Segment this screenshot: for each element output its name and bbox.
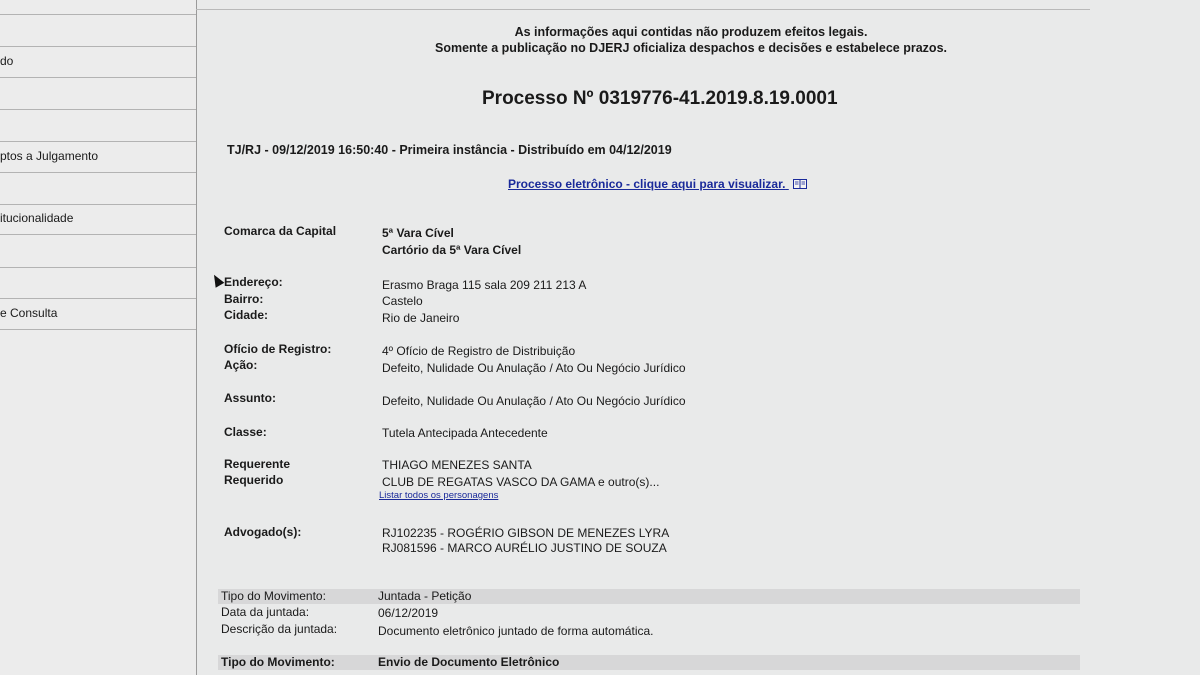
process-header: TJ/RJ - 09/12/2019 16:50:40 - Primeira instância - Distribuído em 04/12/2019 <box>227 143 672 157</box>
oficio-value: 4º Ofício de Registro de Distribuição <box>382 344 576 358</box>
acao-value: Defeito, Nulidade Ou Anulação / Ato Ou Negócio Jurídico <box>382 361 686 375</box>
movement-date-value: 06/12/2019 <box>378 606 439 620</box>
electronic-process-link-label: Processo eletrônico - clique aqui para visualizar. <box>508 177 786 191</box>
sidebar-item[interactable] <box>0 298 196 330</box>
requerido-label: Requerido <box>224 473 284 487</box>
sidebar <box>0 0 197 675</box>
cidade-value: Rio de Janeiro <box>382 311 460 325</box>
electronic-process-link[interactable] <box>508 177 807 191</box>
assunto-label: Assunto: <box>224 391 276 405</box>
endereco-value: Erasmo Braga 115 sala 209 211 213 A <box>382 278 587 292</box>
cidade-label: Cidade: <box>224 308 269 322</box>
cartorio-value: Cartório da 5ª Vara Cível <box>382 243 522 257</box>
bairro-label: Bairro: <box>224 292 264 306</box>
sidebar-item[interactable] <box>0 267 196 299</box>
movement-type-label: Tipo do Movimento: <box>221 655 335 669</box>
sidebar-item[interactable] <box>0 203 196 235</box>
sidebar-item-label: do <box>0 54 14 68</box>
advogado-value: RJ081596 - MARCO AURÉLIO JUSTINO DE SOUZA <box>382 541 667 555</box>
vara-value: 5ª Vara Cível <box>382 226 454 240</box>
main-content <box>196 0 1200 675</box>
sidebar-item[interactable] <box>0 141 196 173</box>
advogados-label: Advogado(s): <box>224 525 302 539</box>
comarca-label: Comarca da Capital <box>224 224 337 238</box>
bairro-value: Castelo <box>382 294 423 308</box>
assunto-value: Defeito, Nulidade Ou Anulação / Ato Ou Negócio Jurídico <box>382 394 686 408</box>
sidebar-divider <box>0 0 196 15</box>
listar-personagens-link[interactable]: Listar todos os personagens <box>379 490 499 501</box>
legal-notice-line: As informações aqui contidas não produzem efeitos legais. <box>514 25 868 39</box>
movement-type-value: Juntada - Petição <box>378 589 472 603</box>
advogado-value: RJ102235 - ROGÉRIO GIBSON DE MENEZES LYRA <box>382 526 670 540</box>
book-icon <box>793 179 807 189</box>
movement-description-value: Documento eletrônico juntado de forma automática. <box>378 624 654 638</box>
page-title: Processo Nº 0319776-41.2019.8.19.0001 <box>482 88 838 109</box>
sidebar-item-label: ptos a Julgamento <box>0 149 99 163</box>
oficio-label: Ofício de Registro: <box>224 342 332 356</box>
movement-type-label: Tipo do Movimento: <box>221 589 326 603</box>
requerido-value: CLUB DE REGATAS VASCO DA GAMA e outro(s)... <box>382 475 660 489</box>
legal-notice-line: Somente a publicação no DJERJ oficializa despachos e decisões e estabelece prazos. <box>434 41 947 55</box>
sidebar-item-label: e Consulta <box>0 306 58 320</box>
classe-label: Classe: <box>224 425 267 439</box>
endereco-label: Endereço: <box>224 275 283 289</box>
sidebar-item[interactable] <box>0 110 196 142</box>
requerente-value: THIAGO MENEZES SANTA <box>382 458 532 472</box>
sidebar-item[interactable] <box>0 15 196 47</box>
movement-header-band <box>218 589 1080 604</box>
movement-header-band <box>218 655 1080 670</box>
sidebar-item[interactable] <box>0 46 196 78</box>
legal-notice <box>196 24 1066 56</box>
requerente-label: Requerente <box>224 457 291 471</box>
movement-description-label: Descrição da juntada: <box>221 622 338 636</box>
sidebar-item[interactable] <box>0 236 196 268</box>
sidebar-item-label: itucionalidade <box>0 211 74 225</box>
acao-label: Ação: <box>224 358 258 372</box>
movement-date-label: Data da juntada: <box>221 605 310 619</box>
sidebar-item[interactable] <box>0 173 196 205</box>
classe-value: Tutela Antecipada Antecedente <box>382 426 548 440</box>
movement-type-value: Envio de Documento Eletrônico <box>378 655 560 669</box>
sidebar-item[interactable] <box>0 78 196 110</box>
